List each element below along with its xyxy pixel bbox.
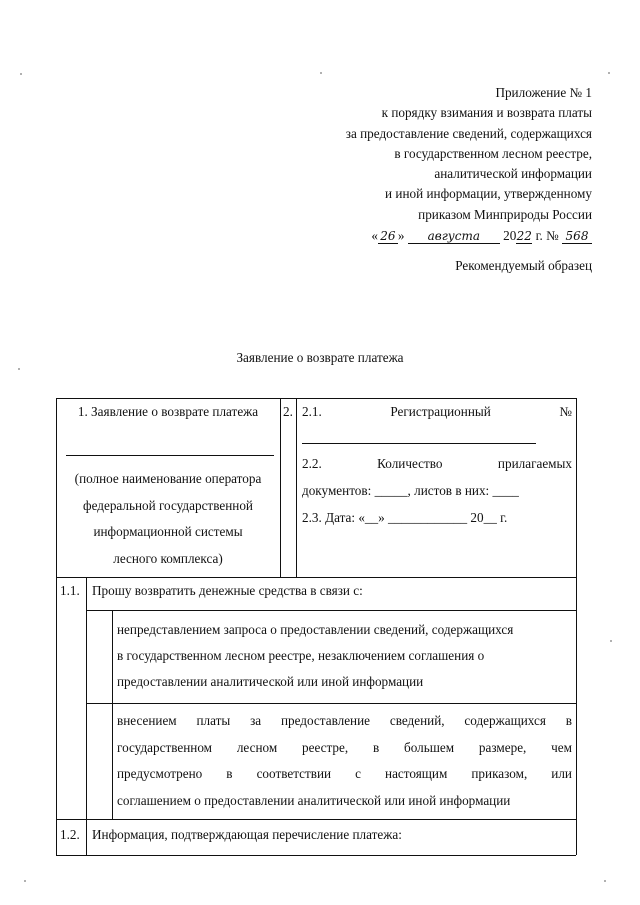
handwritten-number: 568 [562,230,592,244]
application-date-line[interactable]: 2.3. Дата: «__» ____________ 20__ г. [302,510,508,525]
recommended-sample: Рекомендуемый образец [455,258,592,273]
option-2-line: предусмотрено в соответствии с настоящим приказом, или [117,766,572,781]
caption-line: информационной системы [93,524,243,539]
operator-name-field[interactable] [66,455,274,456]
option-1-line: непредставлением запроса о предоставлении сведений, содержащихся [117,622,514,637]
section-1-1-text: Прошу возвратить денежные средства в связи с: [92,583,363,598]
option-1-line: в государственном лесном реестре, незаключением соглашения о [117,648,485,663]
option-2-line: внесением платы за предоставление сведений, содержащихся в [117,713,572,728]
handwritten-year: 22 [516,229,532,244]
quote-open: « [371,228,378,244]
header-line: и иной информации, утвержденному [385,186,592,202]
section-1-2-number: 1.2. [60,827,80,842]
handwritten-day: 26 [378,230,398,244]
header-line: за предоставление сведений, содержащихся [345,125,592,141]
caption-line: (полное наименование оператора [74,471,262,486]
header-line: аналитической информации [434,166,592,182]
cell2-number: 2. [283,404,293,419]
section-1-1-number: 1.1. [60,583,80,598]
option-2-text [117,708,572,814]
quote-close: » [397,228,405,244]
section-1-2-text: Информация, подтверждающая перечисление платежа: [92,827,402,842]
option-2-line: соглашением о предоставлении аналитической или иной информации [117,792,511,808]
attach-num: 2.2. [302,456,322,471]
header-line: приказом Минприроды России [418,206,592,222]
order-date-line [232,226,592,246]
reg-num-label: 2.1. [302,404,322,419]
reg-label: Регистрационный [390,404,491,419]
option-2-checkbox[interactable] [87,704,111,818]
caption-line: лесного комплекса) [113,550,223,566]
option-2-line: государственном лесном реестре, в большем размере, чем [117,739,572,755]
header-line: Приложение № 1 [495,85,592,100]
registration-number-field[interactable] [302,443,536,444]
year-prefix: 20 [503,228,517,244]
option-1-line: предоставлении аналитической или иной информации [117,674,424,689]
year-tail: г. № [532,228,559,244]
attachments-line[interactable]: документов: _____, листов в них: ____ [302,483,519,498]
attach-label-part2: прилагаемых [497,456,572,471]
caption-line: федеральной государственной [83,497,253,513]
reg-no-sign: № [559,404,572,419]
attachments-row [302,456,572,472]
option-1-text [117,617,572,695]
header-line: в государственном лесном реестре, [394,145,592,161]
header-line: к порядку взимания и возврата платы [381,105,592,121]
option-1-checkbox[interactable] [87,611,111,702]
attach-label-part: Количество [377,456,443,471]
applicant-title: 1. Заявление о возврате платежа [77,404,259,419]
registration-row [302,404,572,420]
document-title: Заявление о возврате платежа [236,350,404,365]
applicant-cell [58,404,278,420]
appendix-header [232,83,592,246]
operator-caption [58,466,278,572]
handwritten-month: августа [408,230,500,244]
